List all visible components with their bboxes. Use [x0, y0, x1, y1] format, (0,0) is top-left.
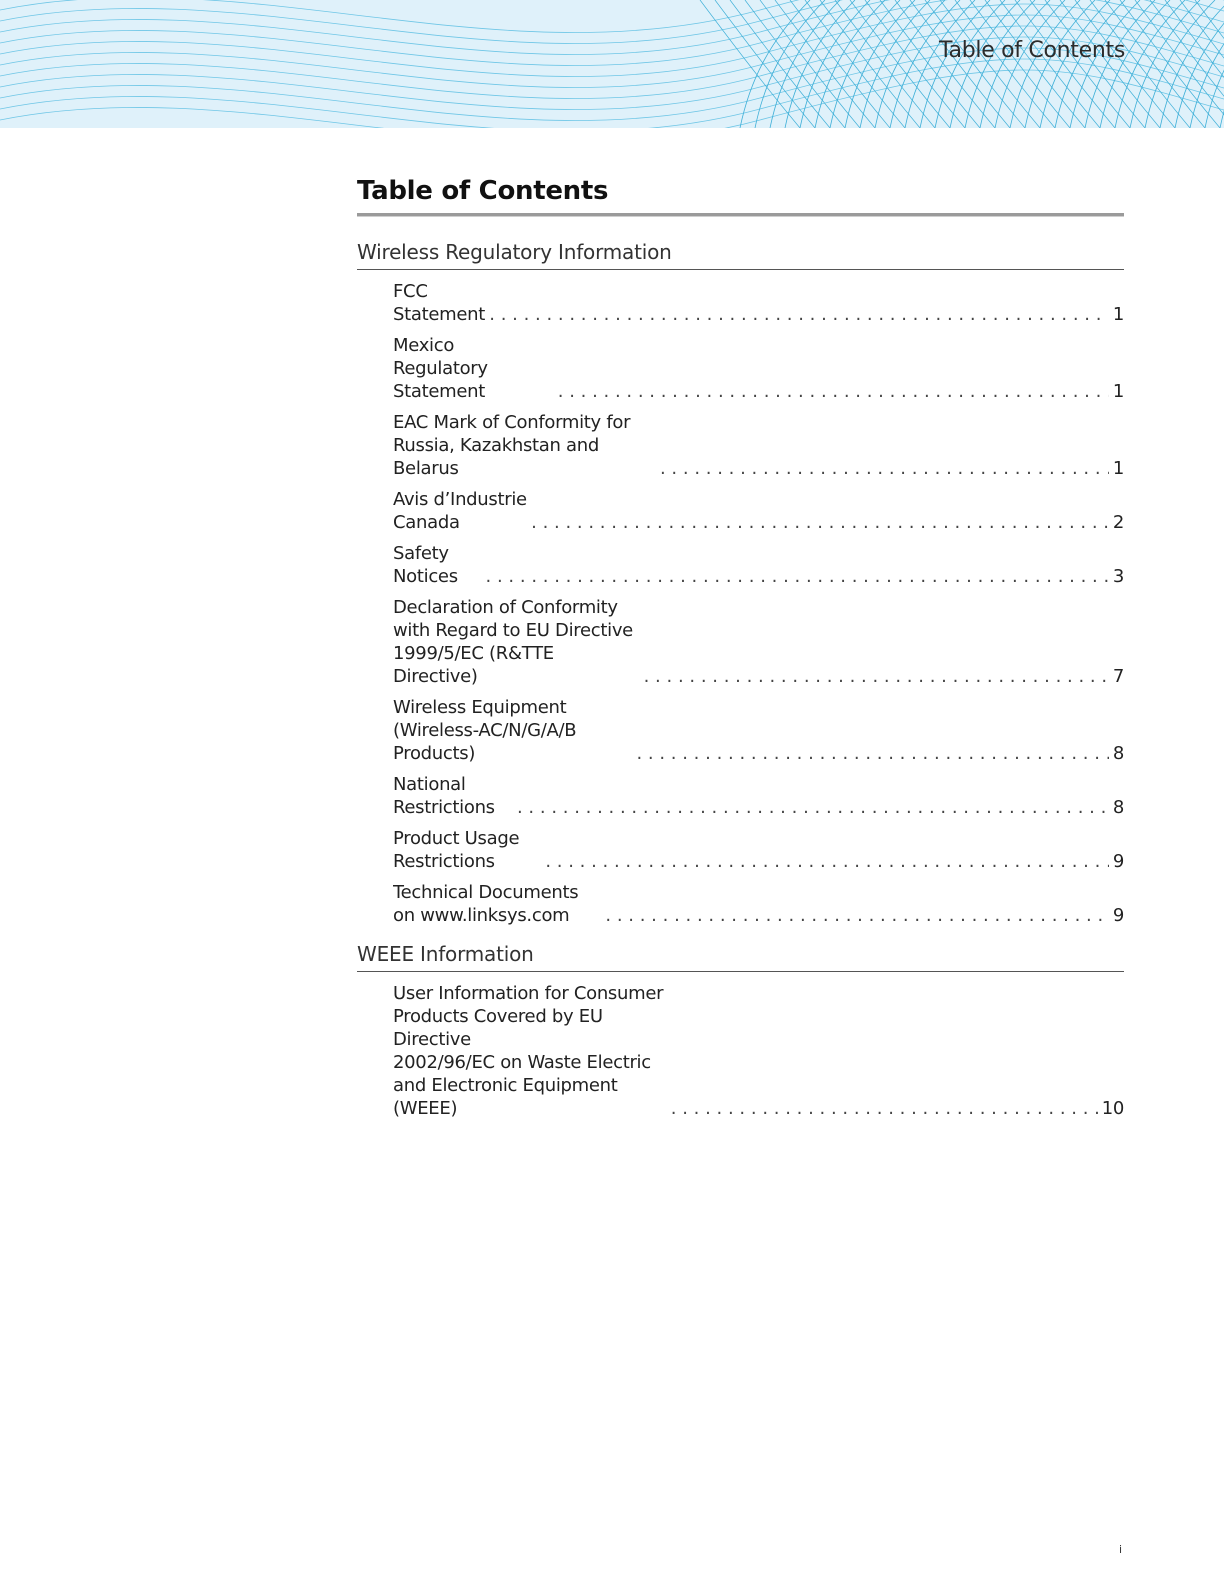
dot-leader	[486, 565, 1109, 588]
toc-entry-page: 7	[1112, 666, 1124, 687]
toc-entry[interactable]	[393, 773, 1124, 819]
dot-leader	[636, 742, 1108, 765]
toc-entry[interactable]	[393, 542, 1124, 588]
dot-leader	[558, 380, 1109, 403]
toc-entry-page: 9	[1112, 851, 1124, 872]
toc-entry-page: 1	[1112, 304, 1124, 325]
toc-content	[357, 172, 1124, 1128]
toc-entry-page: 1	[1112, 381, 1124, 402]
section-heading-wireless[interactable]: Wireless Regulatory Information	[357, 239, 1124, 270]
toc-entry-label: User Information for Consumer Products Covered by EU Directive 2002/96/EC on Waste Electric and Electronic Equipment (WEEE)	[393, 983, 664, 1119]
running-header-title: Table of Contents	[939, 38, 1125, 63]
header-banner	[0, 0, 1224, 128]
toc-entry-page: 9	[1112, 905, 1124, 926]
dot-leader	[605, 904, 1108, 927]
toc-entry[interactable]	[393, 696, 1124, 765]
toc-entry-label: Safety Notices	[393, 543, 458, 587]
title-divider	[357, 213, 1124, 217]
toc-entry-page: 10	[1101, 1098, 1124, 1119]
section-heading-weee[interactable]: WEEE Information	[357, 941, 1124, 972]
dot-leader	[531, 511, 1109, 534]
toc-entry[interactable]	[393, 334, 1124, 403]
page-number: i	[1119, 1543, 1123, 1556]
toc-section-wireless	[357, 239, 1124, 927]
toc-entry-label: EAC Mark of Conformity for Russia, Kazakhstan and Belarus	[393, 412, 631, 479]
toc-entry-label: Technical Documents on www.linksys.com	[393, 882, 579, 926]
toc-entry-page: 3	[1112, 566, 1124, 587]
toc-entry[interactable]	[393, 827, 1124, 873]
toc-section-weee	[357, 941, 1124, 1120]
toc-entry[interactable]	[393, 280, 1124, 326]
toc-entry-page: 1	[1112, 458, 1124, 479]
toc-list-weee	[357, 972, 1124, 1120]
toc-entry-label: Wireless Equipment (Wireless-AC/N/G/A/B Products)	[393, 697, 577, 764]
toc-entry-label: Mexico Regulatory Statement	[393, 335, 488, 402]
toc-entry-page: 8	[1112, 743, 1124, 764]
toc-entry[interactable]	[393, 881, 1124, 927]
toc-entry-page: 8	[1112, 797, 1124, 818]
toc-entry-label: Avis d’Industrie Canada	[393, 489, 527, 533]
toc-entry-label: FCC Statement	[393, 281, 486, 325]
dot-leader	[660, 457, 1109, 480]
dot-leader	[517, 796, 1109, 819]
toc-entry[interactable]	[393, 596, 1124, 688]
dot-leader	[644, 665, 1109, 688]
dot-leader	[489, 303, 1109, 326]
wave-pattern-graphic	[0, 0, 1224, 128]
toc-entry-label: Product Usage Restrictions	[393, 828, 520, 872]
toc-entry[interactable]	[393, 488, 1124, 534]
page-title: Table of Contents	[357, 176, 609, 206]
dot-leader	[545, 850, 1109, 873]
toc-entry-page: 2	[1112, 512, 1124, 533]
toc-entry-label: Declaration of Conformity with Regard to EU Directive 1999/5/EC (R&TTE Directive)	[393, 597, 633, 687]
dot-leader	[671, 1097, 1098, 1120]
toc-entry-label: National Restrictions	[393, 774, 495, 818]
toc-entry[interactable]	[393, 411, 1124, 480]
toc-list-wireless	[357, 270, 1124, 927]
toc-entry[interactable]	[393, 982, 1124, 1120]
